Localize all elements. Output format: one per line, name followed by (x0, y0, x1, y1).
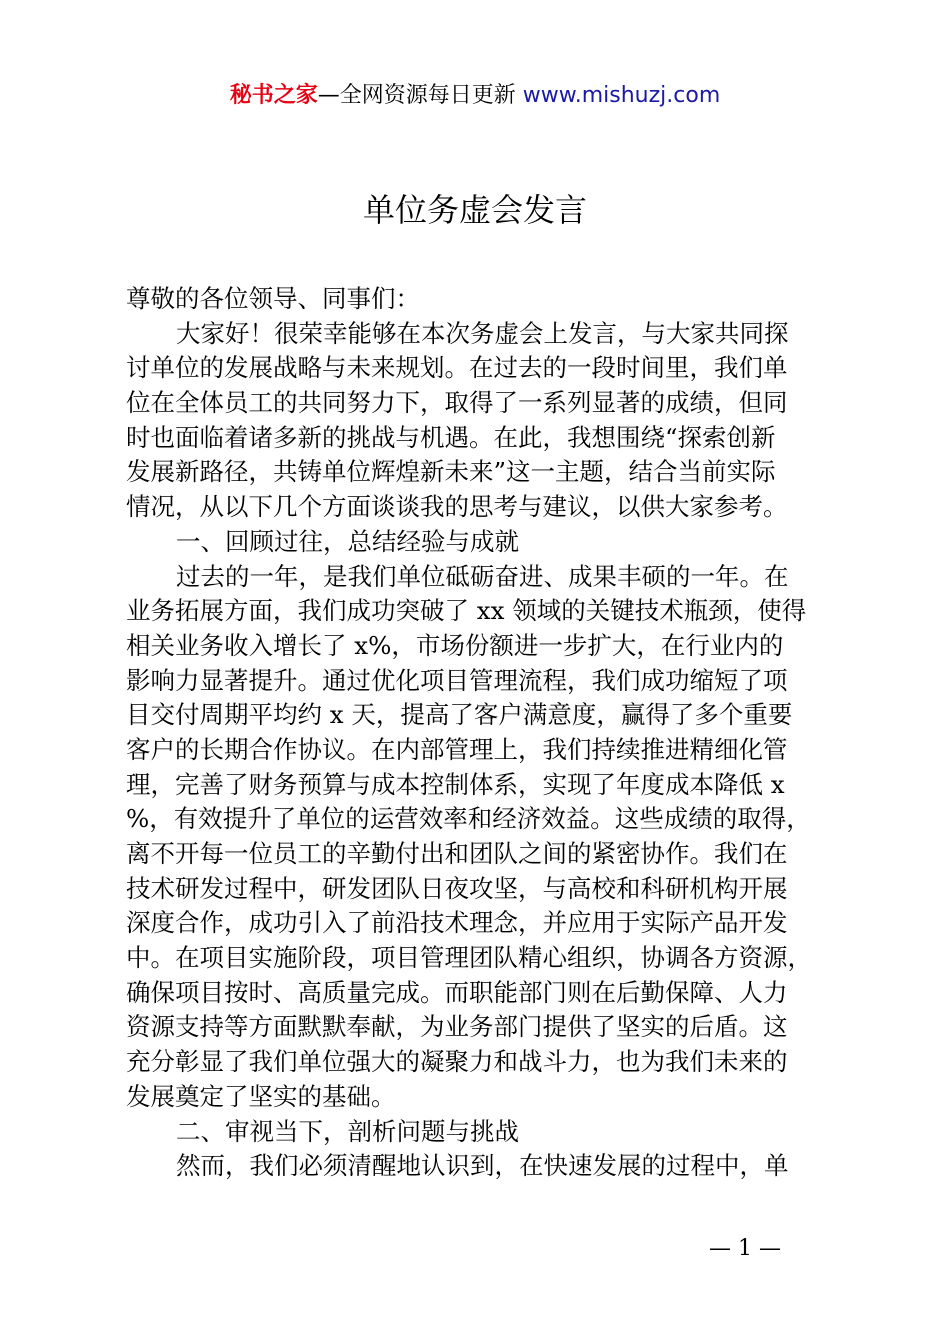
paragraph-line: 确保项目按时、高质量完成。而职能部门则在后勤保障、人力 (126, 977, 788, 1007)
paragraph-line: 充分彰显了我们单位强大的凝聚力和战斗力，也为我们未来的 (126, 1047, 788, 1077)
site-brand: 秘书之家 (229, 83, 318, 108)
paragraph-line: 位在全体员工的共同努力下，取得了一系列显著的成绩，但同 (126, 388, 788, 418)
paragraph-line: 技术研发过程中，研发团队日夜攻坚，与高校和科研机构开展 (126, 873, 788, 903)
paragraph-line: 过去的一年，是我们单位砥砺奋进、成果丰硕的一年。在 (176, 561, 789, 591)
document-title: 单位务虚会发言 (362, 191, 587, 229)
site-banner (0, 80, 950, 112)
paragraph-line: 大家好！很荣幸能够在本次务虚会上发言，与大家共同探 (176, 318, 789, 348)
paragraph-line: 时也面临着诸多新的挑战与机遇。在此，我想围绕“探索创新 (126, 422, 776, 452)
paragraph-line: 中。在项目实施阶段，项目管理团队精心组织，协调各方资源， (126, 943, 812, 973)
paragraph-line: 相关业务收入增长了 x%，市场份额进一步扩大，在行业内的 (126, 630, 784, 660)
paragraph-line: 资源支持等方面默默奉献，为业务部门提供了坚实的后盾。这 (126, 1012, 788, 1042)
site-tagline: —全网资源每日更新 (317, 83, 516, 108)
site-url-link[interactable]: www.mishuzj.com (522, 83, 721, 108)
paragraph-line: 然而，我们必须清醒地认识到，在快速发展的过程中，单 (176, 1151, 789, 1181)
section-heading-2: 二、审视当下，剖析问题与挑战 (176, 1116, 519, 1146)
paragraph-line: 业务拓展方面，我们成功突破了 xx 领域的关键技术瓶颈，使得 (126, 596, 807, 626)
paragraph-line: 发展新路径，共铸单位辉煌新未来”这一主题，结合当前实际 (126, 457, 776, 487)
paragraph-line: 深度合作，成功引入了前沿技术理念，并应用于实际产品开发 (126, 908, 788, 938)
paragraph-line: 客户的长期合作协议。在内部管理上，我们持续推进精细化管 (126, 734, 788, 764)
paragraph-line: 影响力显著提升。通过优化项目管理流程，我们成功缩短了项 (126, 665, 788, 695)
paragraph-line: 讨单位的发展战略与未来规划。在过去的一段时间里，我们单 (126, 353, 788, 383)
paragraph-line: 情况，从以下几个方面谈谈我的思考与建议，以供大家参考。 (126, 492, 788, 522)
document-body (126, 282, 836, 1184)
section-heading-1: 一、回顾过往，总结经验与成就 (176, 526, 519, 556)
paragraph-line: %，有效提升了单位的运营效率和经济效益。这些成绩的取得， (126, 804, 811, 834)
paragraph-line: 目交付周期平均约 x 天，提高了客户满意度，赢得了多个重要 (126, 700, 793, 730)
page-number: — 1 — (709, 1236, 781, 1261)
paragraph-line: 离不开每一位员工的辛勤付出和团队之间的紧密协作。我们在 (126, 839, 788, 868)
paragraph-line: 理，完善了财务预算与成本控制体系，实现了年度成本降低 x (126, 769, 785, 799)
salutation-line: 尊敬的各位领导、同事们： (126, 284, 420, 313)
paragraph-line: 发展奠定了坚实的基础。 (126, 1081, 396, 1111)
